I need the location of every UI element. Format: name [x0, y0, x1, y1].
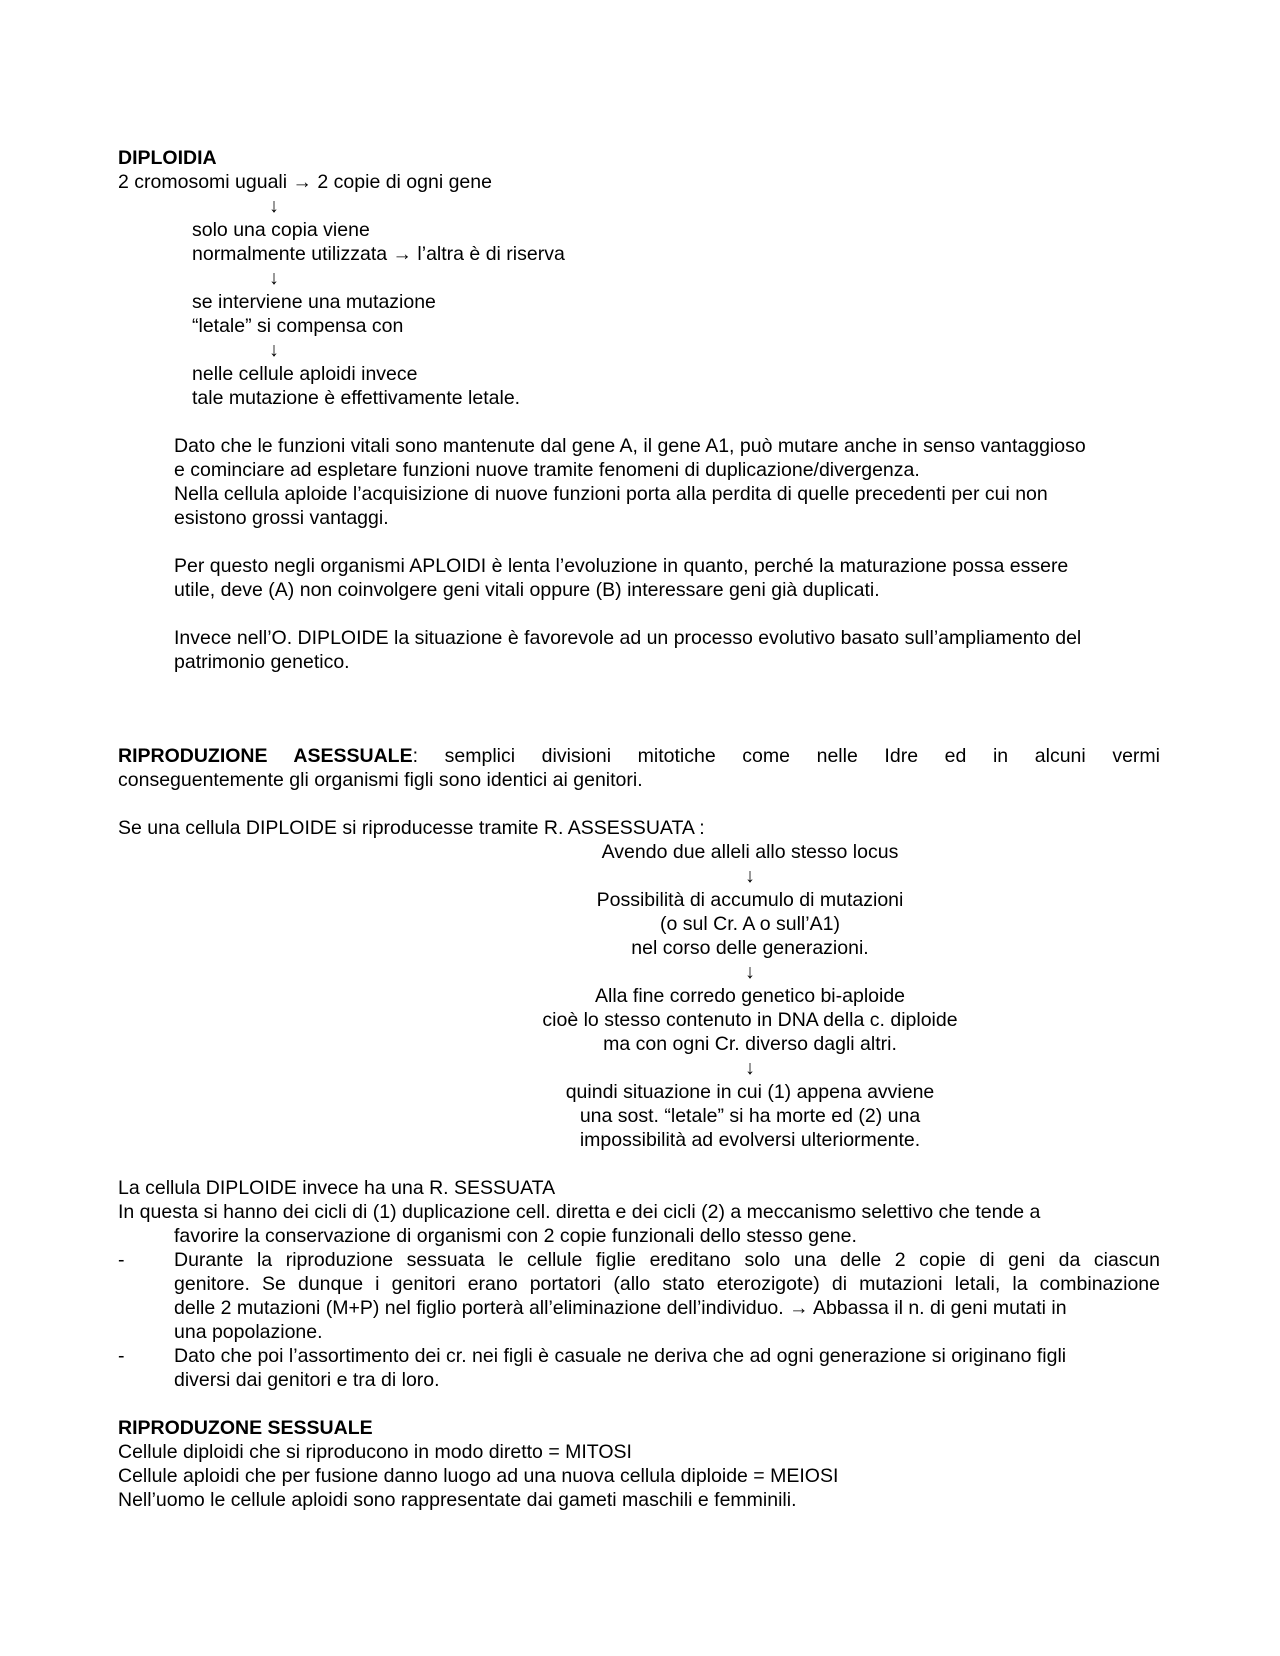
down-arrow-icon: ↓: [269, 267, 279, 289]
flow-line: una sost. “letale” si ha morte ed (2) una: [579, 1105, 921, 1127]
flow-line: Avendo due alleli allo stesso locus: [601, 841, 899, 863]
sessuata-intro: La cellula DIPLOIDE invece ha una R. SESSUATA: [118, 1177, 556, 1199]
paragraph-line: patrimonio genetico.: [174, 651, 350, 673]
flow-line: tale mutazione è effettivamente letale.: [192, 387, 521, 409]
flow-line: nelle cellule aploidi invece: [192, 363, 418, 385]
paragraph-line: esistono grossi vantaggi.: [174, 507, 389, 529]
flow-line: “letale” si compensa con: [192, 315, 404, 337]
section-heading-asessuale: RIPRODUZIONE ASESSUALE: [118, 745, 413, 767]
flow-line: ma con ogni Cr. diverso dagli altri.: [603, 1033, 897, 1055]
bullet-line: genitore. Se dunque i genitori erano portatori (allo stato eterozigote) di mutazioni letali, la combinazione: [174, 1273, 1160, 1295]
asessuale-line: conseguentemente gli organismi figli sono identici ai genitori.: [118, 769, 643, 791]
bullet-marker: -: [118, 1249, 125, 1271]
down-arrow-icon: ↓: [269, 339, 279, 361]
down-arrow-icon: ↓: [745, 961, 755, 983]
paragraph-line: Invece nell’O. DIPLOIDE la situazione è favorevole ad un processo evolutivo basato sull’ampliamento del: [174, 627, 1082, 649]
flow-line: cioè lo stesso contenuto in DNA della c. diploide: [542, 1009, 958, 1031]
sessuata-line: favorire la conservazione di organismi con 2 copie funzionali dello stesso gene.: [174, 1225, 857, 1247]
flow-line: Possibilità di accumulo di mutazioni: [596, 889, 904, 911]
diploidia-intro: 2 cromosomi uguali → 2 copie di ogni gene: [118, 171, 492, 193]
section-heading-sessuale: RIPRODUZONE SESSUALE: [118, 1417, 373, 1439]
flow-line: nel corso delle generazioni.: [631, 937, 869, 959]
paragraph-line: e cominciare ad espletare funzioni nuove tramite fenomeni di duplicazione/divergenza.: [174, 459, 920, 481]
bullet-line: Dato che poi l’assortimento dei cr. nei figli è casuale ne deriva che ad ogni generazione si originano figli: [174, 1345, 1067, 1367]
flow-line: se interviene una mutazione: [192, 291, 436, 313]
bullet-line: diversi dai genitori e tra di loro.: [174, 1369, 440, 1391]
down-arrow-icon: ↓: [745, 1057, 755, 1079]
asessuale-flow: [460, 840, 1040, 1152]
down-arrow-icon: ↓: [745, 865, 755, 887]
down-arrow-icon: ↓: [269, 195, 279, 217]
bullet-marker: -: [118, 1345, 125, 1367]
section-heading-diploidia: DIPLOIDIA: [118, 147, 217, 169]
asessuale-heading-text: : semplici divisioni mitotiche come nelle Idre ed in alcuni vermi: [412, 745, 1160, 767]
sessuale-line: Cellule aploidi che per fusione danno luogo ad una nuova cellula diploide = MEIOSI: [118, 1465, 839, 1487]
bullet-line: una popolazione.: [174, 1321, 323, 1343]
sessuale-line: Nell’uomo le cellule aploidi sono rappresentate dai gameti maschili e femminili.: [118, 1489, 797, 1511]
flow-line: impossibilità ad evolversi ulteriormente.: [579, 1129, 921, 1151]
flow-line: normalmente utilizzata → l’altra è di riserva: [192, 243, 565, 265]
sessuata-line: In questa si hanno dei cicli di (1) duplicazione cell. diretta e dei cicli (2) a meccanismo selettivo che tende a: [118, 1201, 1041, 1223]
sessuale-line: Cellule diploidi che si riproducono in modo diretto = MITOSI: [118, 1441, 632, 1463]
flow-line: Alla fine corredo genetico bi-aploide: [594, 985, 906, 1007]
bullet-line: delle 2 mutazioni (M+P) nel figlio porterà all’eliminazione dell’individuo. → Abbassa il n. di geni mutati in: [174, 1297, 1067, 1319]
asessuale-heading-line: [118, 744, 1160, 768]
bullet-line: Durante la riproduzione sessuata le cellule figlie ereditano solo una delle 2 copie di geni da ciascun: [174, 1249, 1160, 1271]
flow-line: solo una copia viene: [192, 219, 370, 241]
flow-line: quindi situazione in cui (1) appena avviene: [565, 1081, 935, 1103]
paragraph-line: Per questo negli organismi APLOIDI è lenta l’evoluzione in quanto, perché la maturazione possa essere: [174, 555, 1069, 577]
asessuale-intro: Se una cellula DIPLOIDE si riproducesse tramite R. ASSESSUATA :: [118, 817, 705, 839]
flow-line: (o sul Cr. A o sull’A1): [660, 913, 840, 935]
paragraph-line: Nella cellula aploide l’acquisizione di nuove funzioni porta alla perdita di quelle precedenti per cui non: [174, 483, 1048, 505]
paragraph-line: Dato che le funzioni vitali sono mantenute dal gene A, il gene A1, può mutare anche in senso vantaggioso: [174, 435, 1086, 457]
paragraph-line: utile, deve (A) non coinvolgere geni vitali oppure (B) interessare geni già duplicati.: [174, 579, 880, 601]
